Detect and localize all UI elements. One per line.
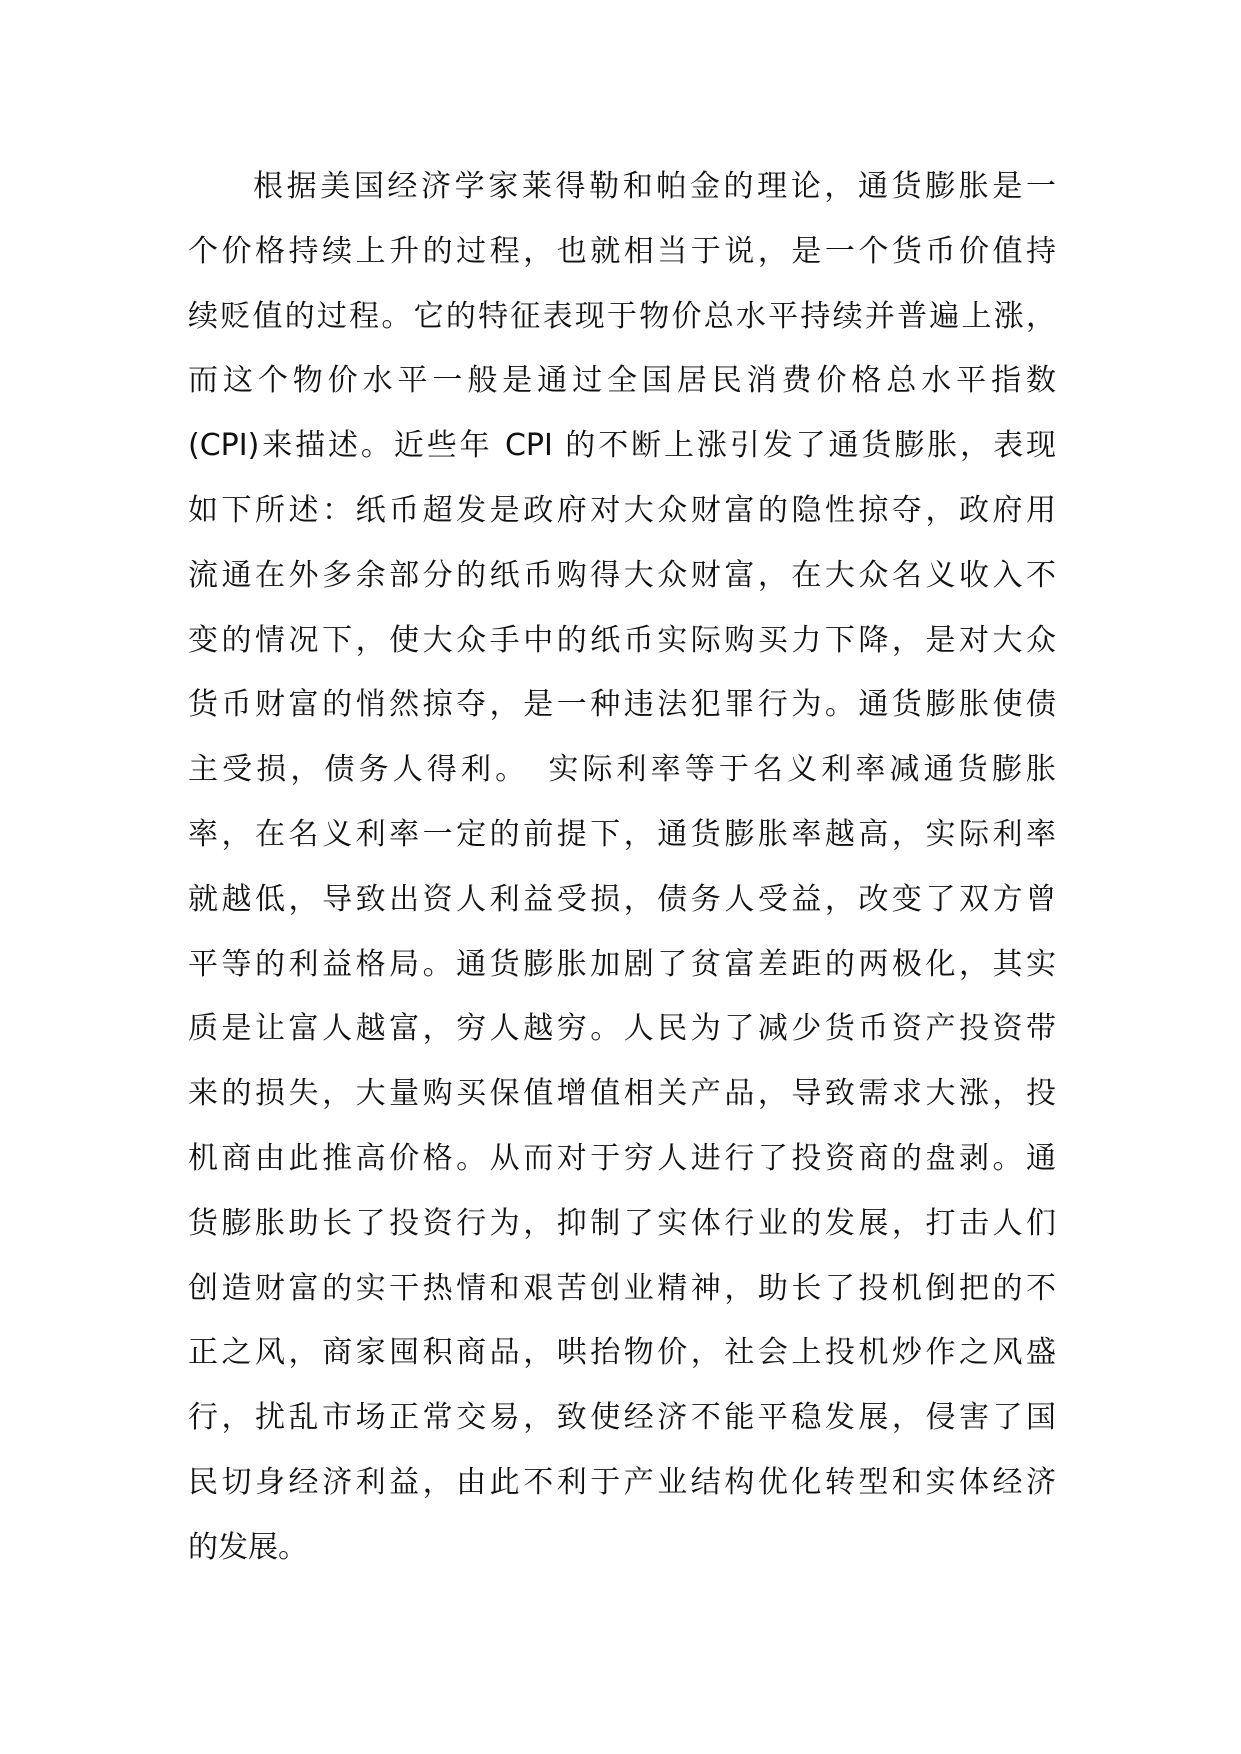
paragraph-line: (CPI)来描述。近些年 CPI 的不断上涨引发了通货膨胀，表现 bbox=[188, 428, 1056, 464]
paragraph-line: 如下所述：纸币超发是政府对大众财富的隐性掠夺，政府用 bbox=[188, 492, 1056, 528]
paragraph-line: 续贬值的过程。它的特征表现于物价总水平持续并普遍上涨， bbox=[188, 298, 1056, 334]
paragraph-line: 来的损失，大量购买保值增值相关产品，导致需求大涨，投 bbox=[188, 1076, 1056, 1112]
paragraph-line: 正之风，商家囤积商品，哄抬物价，社会上投机炒作之风盛 bbox=[188, 1335, 1056, 1371]
paragraph-line: 机商由此推高价格。从而对于穷人进行了投资商的盘剥。通 bbox=[188, 1140, 1056, 1176]
paragraph-line: 质是让富人越富，穷人越穷。人民为了减少货币资产投资带 bbox=[188, 1011, 1056, 1047]
paragraph-line: 的发展。 bbox=[188, 1529, 308, 1565]
paragraph-line: 率，在名义利率一定的前提下，通货膨胀率越高，实际利率 bbox=[188, 816, 1056, 852]
paragraph-line: 货膨胀助长了投资行为，抑制了实体行业的发展，打击人们 bbox=[188, 1205, 1056, 1241]
paragraph-line: 根据美国经济学家莱得勒和帕金的理论，通货膨胀是一 bbox=[253, 169, 1056, 204]
paragraph-line: 行，扰乱市场正常交易，致使经济不能平稳发展，侵害了国 bbox=[188, 1400, 1056, 1436]
paragraph-line: 创造财富的实干热情和艰苦创业精神，助长了投机倒把的不 bbox=[188, 1270, 1056, 1306]
body-paragraph bbox=[188, 155, 1056, 1581]
paragraph-line: 就越低，导致出资人利益受损，债务人受益，改变了双方曾 bbox=[188, 881, 1056, 917]
paragraph-line: 变的情况下，使大众手中的纸币实际购买力下降，是对大众 bbox=[188, 622, 1056, 658]
paragraph-line: 平等的利益格局。通货膨胀加剧了贫富差距的两极化，其实 bbox=[188, 946, 1056, 982]
paragraph-line: 个价格持续上升的过程，也就相当于说，是一个货币价值持 bbox=[188, 233, 1056, 269]
paragraph-line: 主受损，债务人得利。 实际利率等于名义利率减通货膨胀 bbox=[188, 752, 1056, 788]
paragraph-line: 而这个物价水平一般是通过全国居民消费价格总水平指数 bbox=[188, 363, 1056, 399]
paragraph-line: 货币财富的悄然掠夺，是一种违法犯罪行为。通货膨胀使债 bbox=[188, 687, 1056, 723]
paragraph-line: 民切身经济利益，由此不利于产业结构优化转型和实体经济 bbox=[188, 1464, 1056, 1500]
paragraph-line: 流通在外多余部分的纸币购得大众财富，在大众名义收入不 bbox=[188, 557, 1056, 593]
